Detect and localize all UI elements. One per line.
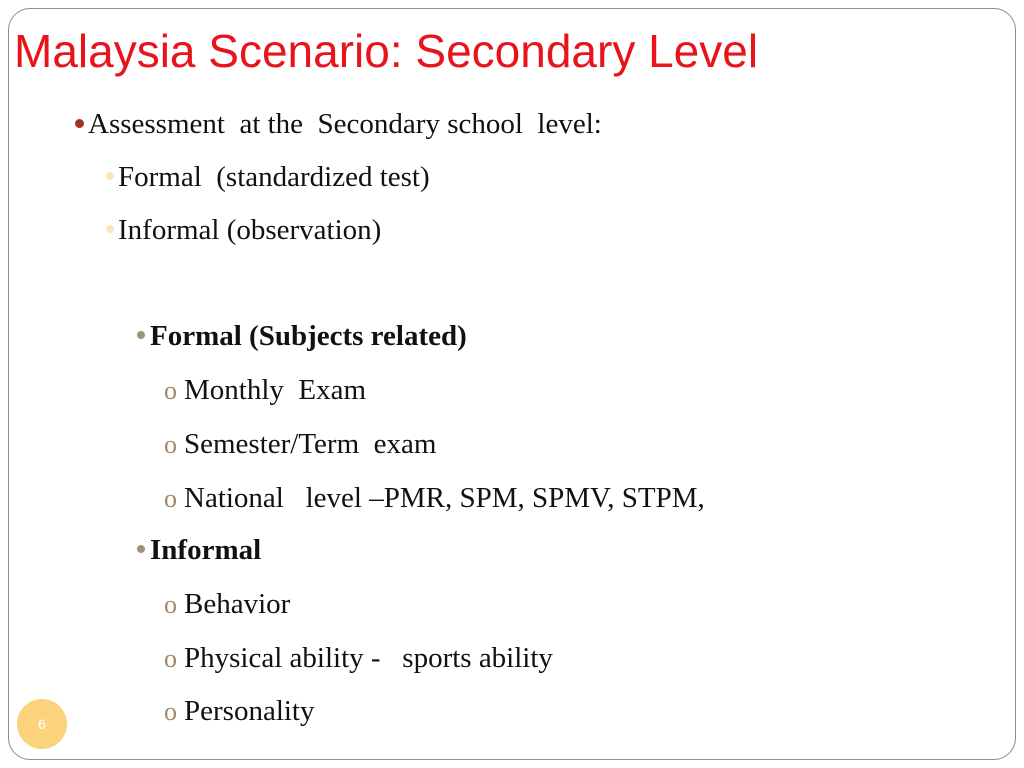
round-bullet-icon <box>106 225 114 233</box>
bullet-item <box>164 430 436 459</box>
bullet-text: Personality <box>184 695 315 727</box>
bullet-text: Informal (observation) <box>118 214 382 246</box>
bullet-text: Semester/Term exam <box>184 428 437 460</box>
round-bullet-icon <box>137 545 145 553</box>
bullet-text: Formal (Subjects related) <box>150 320 467 352</box>
bullet-text: Informal <box>150 534 262 566</box>
bullet-text: Physical ability - sports ability <box>184 642 553 674</box>
bullet-text: Formal (standardized test) <box>118 161 430 193</box>
round-bullet-icon <box>106 172 114 180</box>
page-number-badge: 6 <box>17 699 67 749</box>
bullet-item <box>137 536 261 565</box>
circle-bullet-icon: o <box>164 484 177 513</box>
round-bullet-icon <box>137 331 145 339</box>
bullet-item <box>164 697 315 726</box>
circle-bullet-icon: o <box>164 590 177 619</box>
circle-bullet-icon: o <box>164 644 177 673</box>
bullet-item <box>164 484 705 513</box>
bullet-item <box>164 644 553 673</box>
bullet-item <box>106 216 381 245</box>
bullet-text: National level –PMR, SPM, SPMV, STPM, <box>184 482 705 514</box>
bullet-text: Monthly Exam <box>184 374 367 406</box>
bullet-text: Behavior <box>184 588 291 620</box>
bullet-text: Assessment at the Secondary school level: <box>88 108 602 140</box>
bullet-item <box>75 110 602 139</box>
bullet-item <box>137 322 467 351</box>
bullet-item <box>164 590 290 619</box>
bullet-item <box>106 163 430 192</box>
circle-bullet-icon: o <box>164 697 177 726</box>
circle-bullet-icon: o <box>164 376 177 405</box>
bullet-item <box>164 376 366 405</box>
round-bullet-icon <box>75 119 84 128</box>
circle-bullet-icon: o <box>164 430 177 459</box>
slide-title: Malaysia Scenario: Secondary Level <box>14 25 759 77</box>
